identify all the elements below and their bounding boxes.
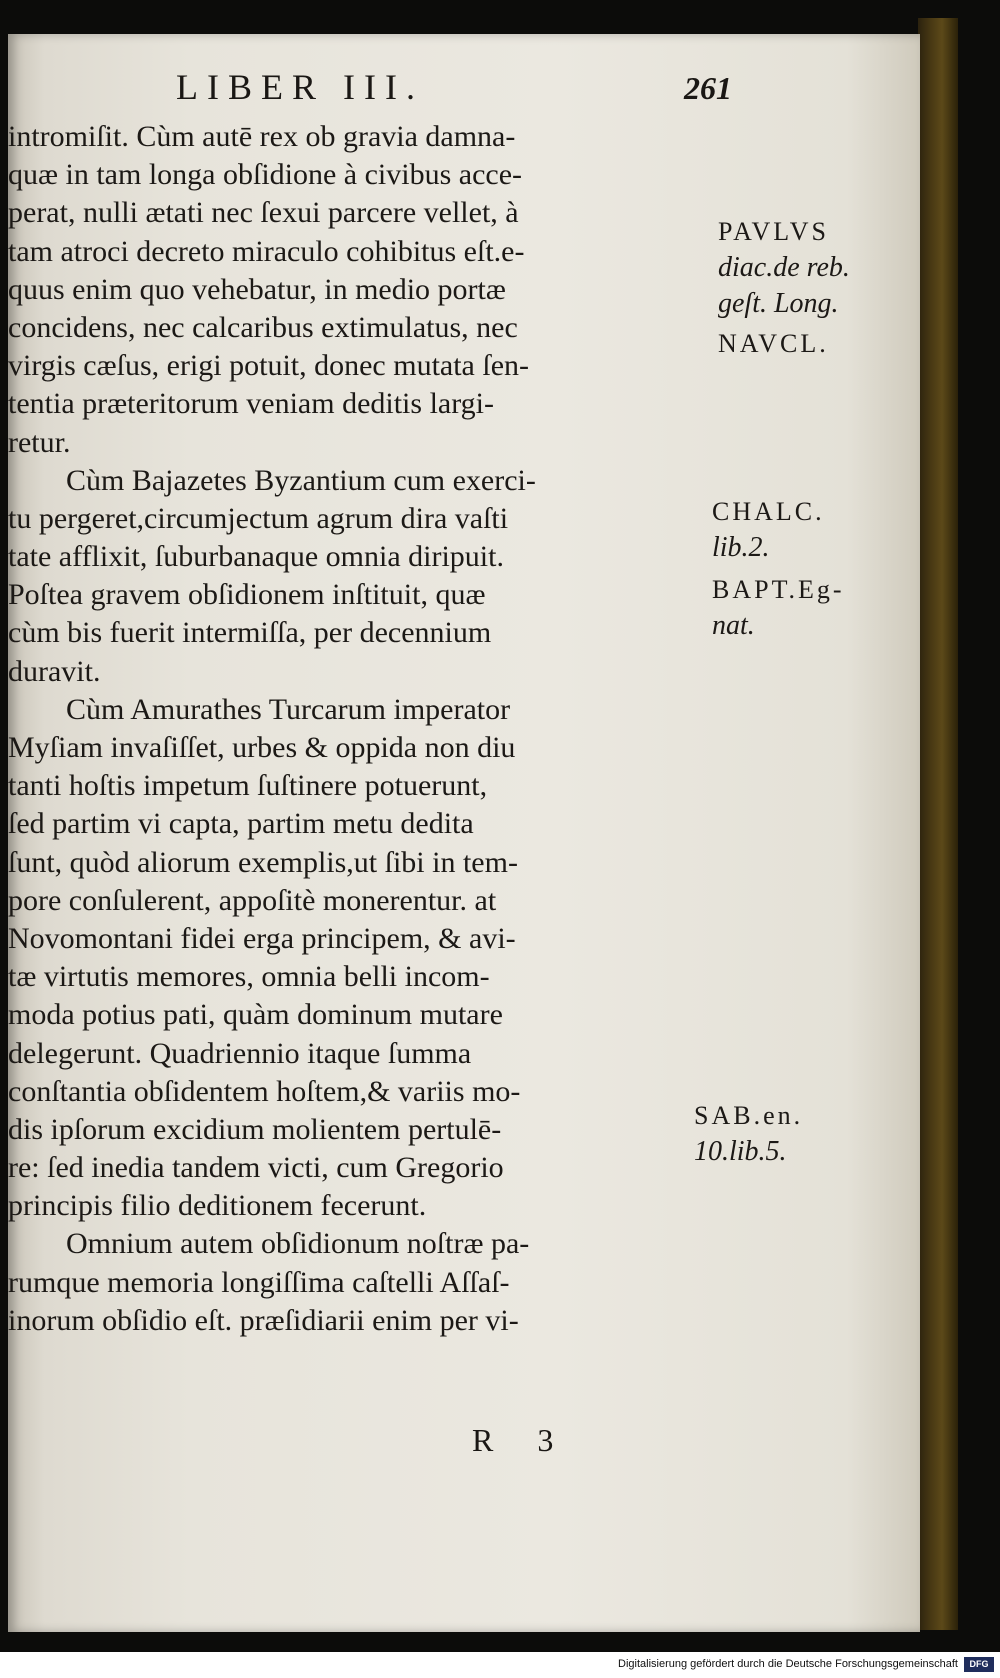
text-line: retur. <box>8 425 71 459</box>
dfg-logo: DFG <box>964 1657 994 1672</box>
text-line: ſunt, quòd aliorum exemplis,ut ſibi in tem- <box>8 845 518 879</box>
text-line: perat, nulli ætati nec ſexui parcere vellet, à <box>8 196 519 230</box>
text-line: tentia præteritorum veniam deditis largi- <box>8 387 494 421</box>
margin-note-line: CHALC. <box>712 497 825 526</box>
margin-note-sabellicus <box>694 1098 803 1170</box>
text-line: quus enim quo vehebatur, in medio portæ <box>8 272 506 306</box>
text-line: Novomontani fidei erga principem, & avi- <box>8 921 516 955</box>
text-line: concidens, nec calcaribus extimulatus, nec <box>8 310 518 344</box>
text-line: tæ virtutis memores, omnia belli incom- <box>8 960 490 994</box>
text-line: cùm bis fuerit intermiſſa, per decennium <box>8 616 492 650</box>
text-line: delegerunt. Quadriennio itaque ſumma <box>8 1036 472 1070</box>
footer-bar <box>0 1652 1000 1678</box>
text-line: principis filio deditionem fecerunt. <box>8 1189 427 1223</box>
margin-note-baptista-egnatius <box>712 572 845 644</box>
text-line: inorum obſidio eſt. præſidiarii enim per vi- <box>8 1303 519 1337</box>
margin-note-nauclerus <box>718 326 829 362</box>
text-line: tu pergeret,circumjectum agrum dira vaſti <box>8 501 509 535</box>
margin-note-chalcondyles <box>712 494 825 566</box>
paragraph-start-line: Cùm Amurathes Turcarum imperator <box>66 692 511 726</box>
text-line: conſtantia obſidentem hoſtem,& variis mo- <box>8 1074 521 1108</box>
text-line: Poſtea gravem obſidionem inſtituit, quæ <box>8 578 486 612</box>
signature-mark: R 3 <box>472 1422 572 1458</box>
margin-note-line: geſt. Long. <box>718 288 839 319</box>
text-line: virgis cæſus, erigi potuit, donec mutata ſen- <box>8 349 530 383</box>
text-line: duravit. <box>8 654 101 688</box>
margin-note-line: SAB.en. <box>694 1101 804 1130</box>
text-line: intromiſit. Cùm autē rex ob gravia damna- <box>8 120 516 153</box>
text-line: tanti hoſtis impetum ſuſtinere potuerunt, <box>8 769 488 803</box>
text-line: rumque memoria longiſſima caſtelli Aſſaſ- <box>8 1265 510 1299</box>
text-line: Myſiam invaſiſſet, urbes & oppida non diu <box>8 731 516 764</box>
text-line: ſed partim vi capta, partim metu dedita <box>8 807 474 841</box>
margin-note-line: lib.2. <box>712 532 770 563</box>
text-line: dis ipſorum excidium molientem pertulē- <box>8 1112 502 1146</box>
page-number: 261 <box>684 70 732 106</box>
text-line: re: ſed inedia tandem victi, cum Gregorio <box>8 1151 504 1185</box>
margin-note-line: nat. <box>712 610 755 641</box>
margin-note-line: diac.de reb. <box>718 252 850 283</box>
text-line: quæ in tam longa obſidione à civibus acce- <box>8 158 523 192</box>
text-line: moda potius pati, quàm dominum mutare <box>8 998 503 1032</box>
margin-note-line: BAPT.Eg- <box>712 575 845 604</box>
body-text <box>8 118 708 1340</box>
text-line: pore conſulerent, appoſitè monerentur. at <box>8 883 497 917</box>
funding-credit: Digitalisierung gefördert durch die Deutsche Forschungsgemeinschaft <box>618 1658 958 1670</box>
book-edge <box>918 18 958 1630</box>
margin-note-line: NAVCL. <box>718 329 829 358</box>
margin-note-paulus <box>718 214 850 322</box>
margin-note-line: PAVLVS <box>718 217 830 246</box>
text-line: tate afflixit, ſuburbanaque omnia diripuit. <box>8 540 504 574</box>
paragraph-start-line: Omnium autem obſidionum noſtræ pa- <box>66 1227 530 1261</box>
text-line: tam atroci decreto miraculo cohibitus eſt.e- <box>8 234 525 268</box>
paragraph-start-line: Cùm Bajazetes Byzantium cum exerci- <box>66 463 536 497</box>
running-head: LIBER III. <box>176 67 424 107</box>
margin-note-line: 10.lib.5. <box>694 1136 787 1167</box>
